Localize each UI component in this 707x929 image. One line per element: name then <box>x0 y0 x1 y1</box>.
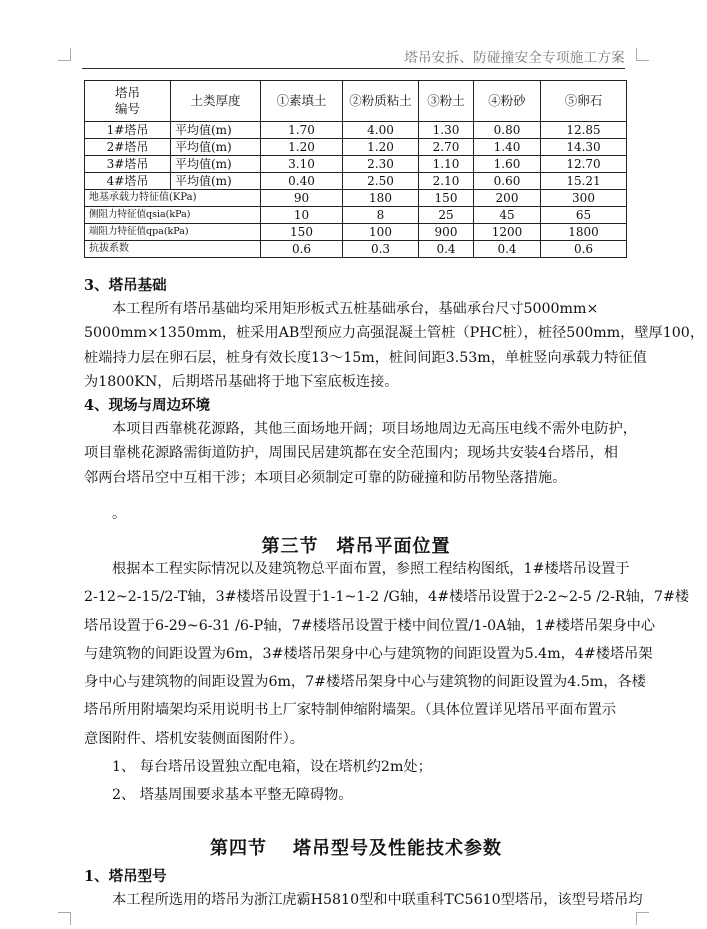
table-cell: 2.10 <box>419 173 474 190</box>
header-cell: ①素填土 <box>261 81 343 122</box>
table-header-row <box>85 81 627 122</box>
table-cell: 0.6 <box>541 241 627 258</box>
header-cell: 土类厚度 <box>171 81 261 122</box>
paragraph-line: 为1800KN，后期塔吊基础将于地下室底板连接。 <box>84 373 399 390</box>
section-number: 第三节 <box>261 536 319 557</box>
table-row <box>85 173 627 190</box>
foundation-block <box>84 275 705 394</box>
paragraph-line: 项目靠桃花源路需街道防护，周围民居建筑都在安全范围内；现场共安装4台塔吊，相 <box>84 445 618 462</box>
position-block <box>84 557 690 808</box>
table-row <box>85 156 627 173</box>
table-row <box>85 139 627 156</box>
table-cell: 0.60 <box>474 173 541 190</box>
table-row <box>85 241 627 258</box>
foundation-heading: 3、塔吊基础 <box>84 277 167 294</box>
table-cell: 10 <box>261 207 343 224</box>
table-cell: 45 <box>474 207 541 224</box>
model-heading: 1、塔吊型号 <box>84 868 167 885</box>
table-cell: 3#塔吊 <box>85 156 171 173</box>
table-cell: 1800 <box>541 224 627 241</box>
table-row <box>85 207 627 224</box>
table-row <box>85 224 627 241</box>
soil-layer-table <box>84 80 627 258</box>
section-number: 第四节 <box>210 838 267 859</box>
table-cell: 15.21 <box>541 173 627 190</box>
section-name: 塔吊型号及性能技术参数 <box>293 838 502 859</box>
table-cell: 平均值(m) <box>171 139 261 156</box>
paragraph-line: 身中心与建筑物的间距设置为6m，7#楼塔吊架身中心与建筑物的间距设置为4.5m，各楼 <box>84 674 646 691</box>
header-cell: ⑤卵石 <box>541 81 627 122</box>
table-cell: 2.50 <box>343 173 419 190</box>
section-3-title <box>84 532 628 558</box>
paragraph-line: 桩端持力层在卵石层，桩身有效长度13～15m，桩间间距3.53m，单桩竖向承载力特征值 <box>84 349 647 366</box>
header-cell: ②粉质粘土 <box>343 81 419 122</box>
table-cell: 90 <box>261 190 343 207</box>
table-cell: 1.40 <box>474 139 541 156</box>
paragraph-line: 塔吊所用附墙架均采用说明书上厂家特制伸缩附墙架。（具体位置详见塔吊平面布置示 <box>84 702 617 719</box>
table-cell: 900 <box>419 224 474 241</box>
crop-mark-bottom-left <box>58 912 71 925</box>
crop-mark-bottom-right <box>636 912 649 925</box>
paragraph-line: 5000mm×1350mm，桩采用AB型预应力高强混凝土管桩（PHC桩），桩径500mm，壁厚100， <box>84 325 705 342</box>
table-cell: 100 <box>343 224 419 241</box>
table-cell: 端阻力特征值qpa(kPa) <box>85 224 261 241</box>
table-row <box>85 190 627 207</box>
paragraph-line: 2-12~2-15/2-T轴，3#楼塔吊设置于1-1~1-2 /G轴，4#楼塔吊设置于2-2~2-5 /2-R轴，7#楼 <box>84 589 690 606</box>
list-item: 1、 每台塔吊设置独立配电箱，设在塔机约2m处； <box>112 759 432 776</box>
paragraph-line: 本工程所选用的塔吊为浙江虎霸H5810型和中联重科TC5610型塔吊，该型号塔吊均 <box>112 892 643 908</box>
paragraph-line: 意图附件、塔机安装侧面图附件）。 <box>84 730 304 747</box>
model-block <box>84 866 643 912</box>
table-cell: 150 <box>419 190 474 207</box>
table-cell: 2.70 <box>419 139 474 156</box>
table-cell: 1.10 <box>419 156 474 173</box>
table-cell: 12.85 <box>541 122 627 139</box>
table-cell: 0.3 <box>343 241 419 258</box>
header-cell: ③粉土 <box>419 81 474 122</box>
table-cell: 1.20 <box>343 139 419 156</box>
crop-mark-top-right <box>636 48 649 61</box>
table-cell: 0.4 <box>474 241 541 258</box>
table-cell: 1#塔吊 <box>85 122 171 139</box>
trailing-mark: 。 <box>112 505 127 522</box>
table-cell: 150 <box>261 224 343 241</box>
table-cell: 4#塔吊 <box>85 173 171 190</box>
list-item: 2、 塔基周围要求基本平整无障碍物。 <box>112 787 353 804</box>
environment-heading: 4、现场与周边环境 <box>84 397 211 414</box>
table-cell: 12.70 <box>541 156 627 173</box>
table-cell: 2#塔吊 <box>85 139 171 156</box>
paragraph-line: 与建筑物的间距设置为6m，3#楼塔吊架身中心与建筑物的间距设置为5.4m，4#楼塔吊架 <box>84 645 653 662</box>
table-cell: 地基承载力特征值(KPa) <box>85 190 261 207</box>
table-cell: 0.4 <box>419 241 474 258</box>
table-cell: 14.30 <box>541 139 627 156</box>
environment-block <box>84 395 637 526</box>
table-cell: 1200 <box>474 224 541 241</box>
paragraph-line: 本项目西靠桃花源路，其他三面场地开阔；项目场地周边无高压电线不需外电防护， <box>112 421 637 437</box>
paragraph-line: 根据本工程实际情况以及建筑物总平面布置，参照工程结构图纸，1#楼塔吊设置于 <box>112 561 630 577</box>
table-cell: 200 <box>474 190 541 207</box>
table-cell: 1.70 <box>261 122 343 139</box>
section-4-title <box>84 834 628 860</box>
table-cell: 25 <box>419 207 474 224</box>
paragraph-line: 塔吊设置于6-29~6-31 /6-P轴，7#楼塔吊设置于楼中间位置/1-0A轴，1#楼塔吊架身中心 <box>84 617 656 634</box>
table-cell: 300 <box>541 190 627 207</box>
crop-mark-top-left <box>58 48 71 61</box>
table-cell: 0.80 <box>474 122 541 139</box>
table-row <box>85 122 627 139</box>
table-cell: 平均值(m) <box>171 122 261 139</box>
header-rule <box>82 68 625 69</box>
table-cell: 1.20 <box>261 139 343 156</box>
table-cell: 侧阻力特征值qsia(kPa) <box>85 207 261 224</box>
table-cell: 0.6 <box>261 241 343 258</box>
table-cell: 抗拔系数 <box>85 241 261 258</box>
section-name: 塔吊平面位置 <box>336 536 451 557</box>
table-cell: 1.30 <box>419 122 474 139</box>
table-cell: 8 <box>343 207 419 224</box>
table-cell: 2.30 <box>343 156 419 173</box>
header-cell: 塔吊 编号 <box>85 81 171 122</box>
header-cell: ④粉砂 <box>474 81 541 122</box>
table-cell: 0.40 <box>261 173 343 190</box>
table-cell: 平均值(m) <box>171 156 261 173</box>
table-cell: 180 <box>343 190 419 207</box>
table-cell: 1.60 <box>474 156 541 173</box>
paragraph-line: 本工程所有塔吊基础均采用矩形板式五桩基础承台，基础承台尺寸5000mm× <box>112 301 599 317</box>
table-cell: 65 <box>541 207 627 224</box>
table-cell: 3.10 <box>261 156 343 173</box>
table-cell: 平均值(m) <box>171 173 261 190</box>
paragraph-line: 邻两台塔吊空中互相干涉；本项目必须制定可靠的防碰撞和防吊物坠落措施。 <box>84 469 567 486</box>
table-cell: 4.00 <box>343 122 419 139</box>
header-title: 塔吊安拆、防碰撞安全专项施工方案 <box>404 50 625 66</box>
